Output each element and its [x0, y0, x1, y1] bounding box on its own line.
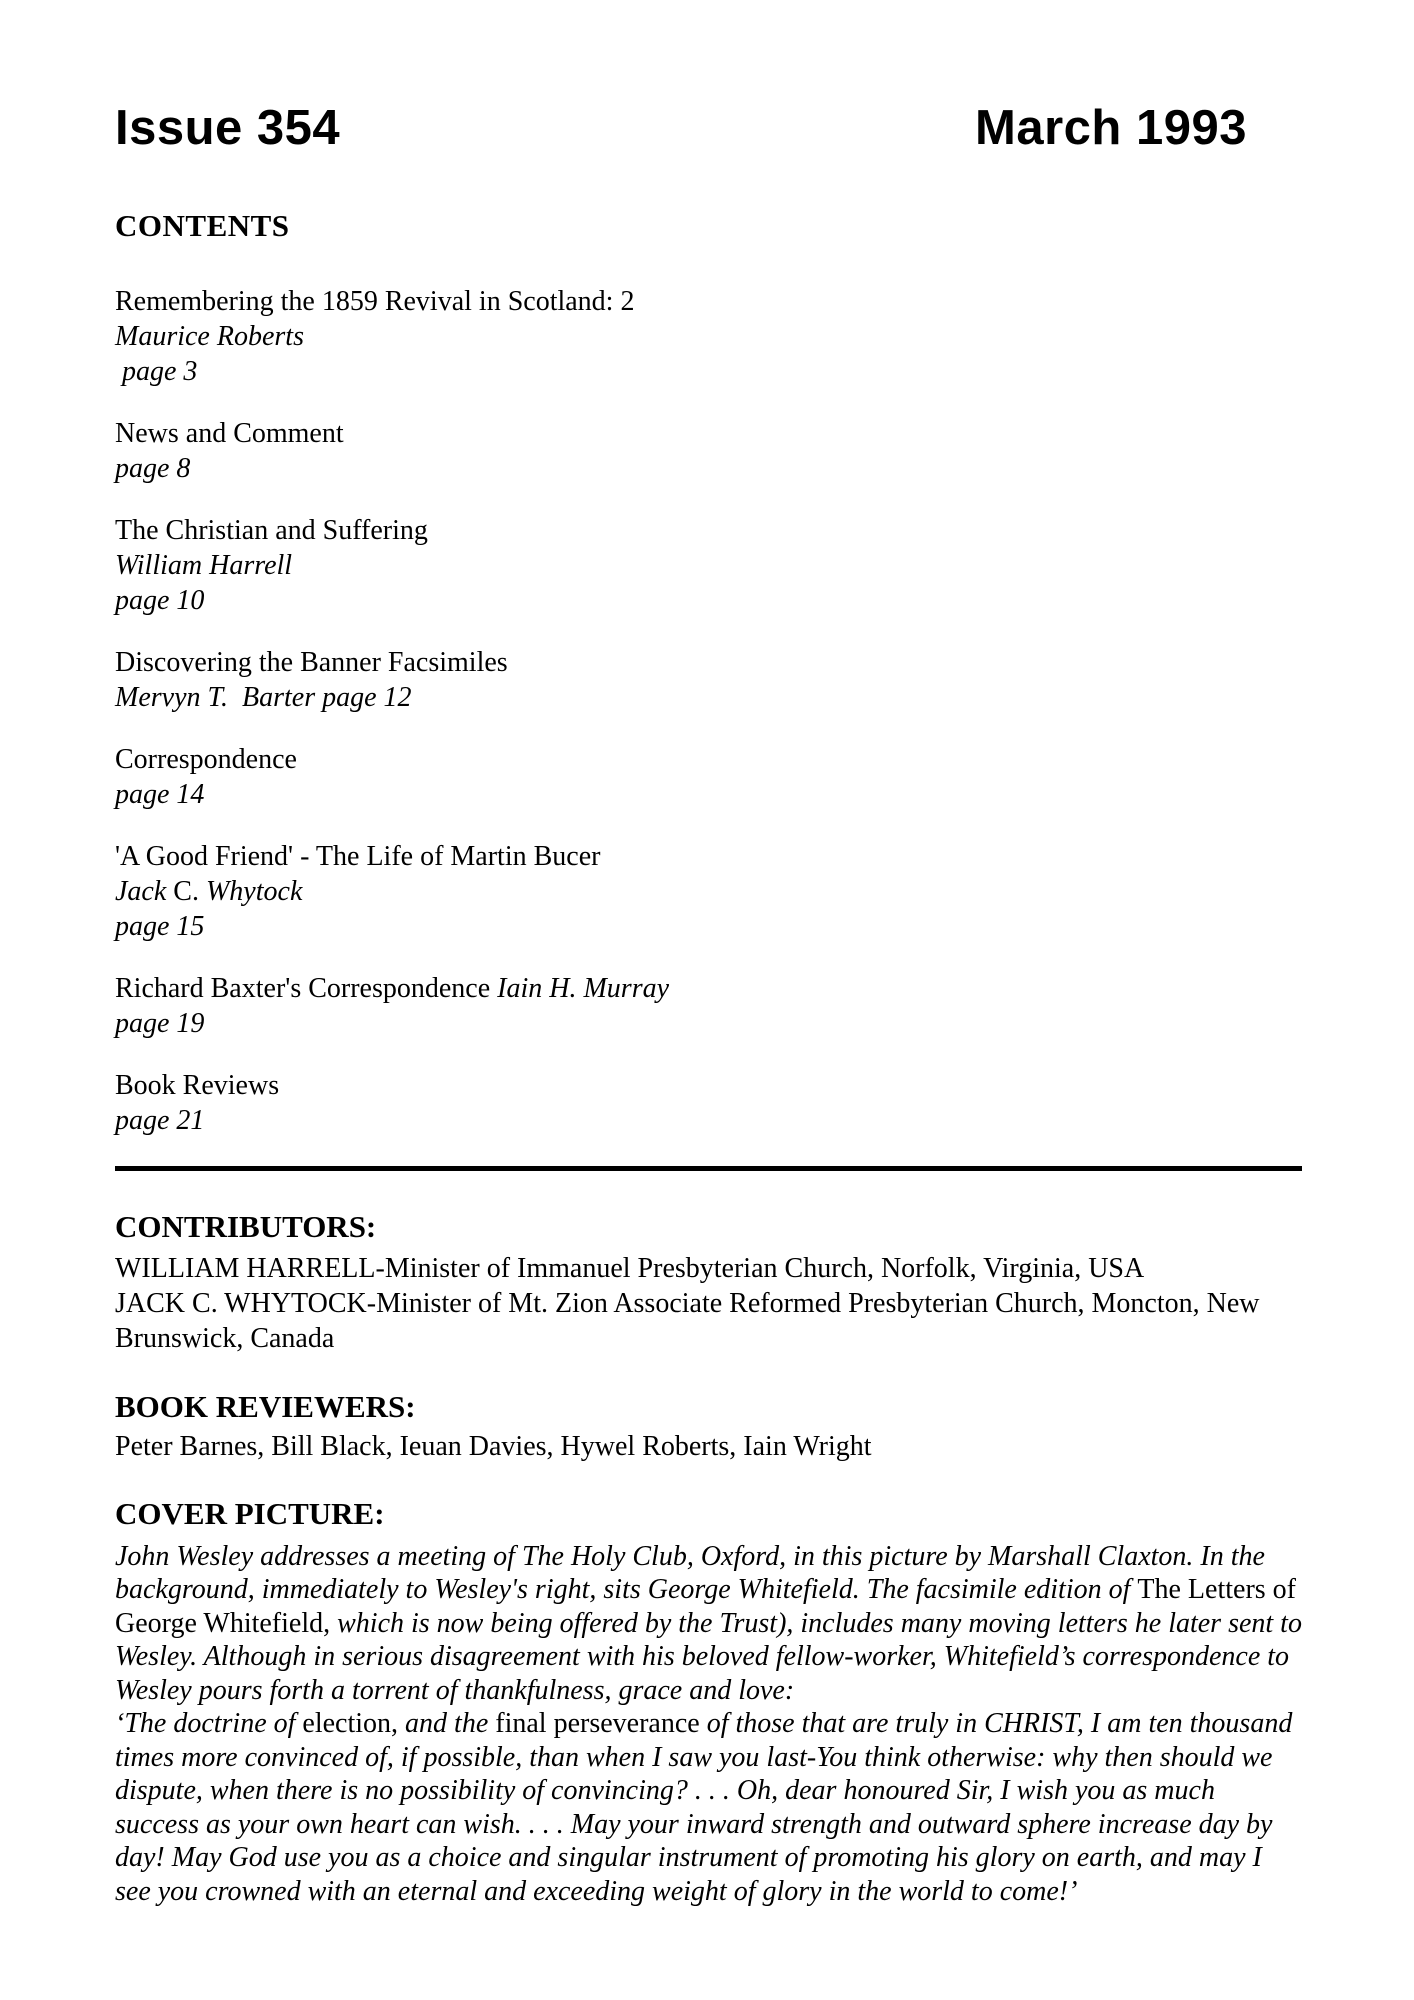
italic-text-segment: Mervyn T. Barter page 12	[115, 681, 412, 713]
contents-entry	[115, 742, 1302, 812]
contents-entry	[115, 1068, 1302, 1138]
italic-text-segment: William Harrell	[115, 549, 293, 581]
roman-text-segment: The Letters of George Whitefield,	[115, 1574, 1296, 1639]
roman-text-segment: Remembering the 1859 Revival in Scotland: 2	[115, 285, 635, 317]
italic-text-segment: and the	[405, 1708, 496, 1740]
book-reviewers-names: Peter Barnes, Bill Black, Ieuan Davies, Hywel Roberts, Iain Wright	[115, 1431, 872, 1463]
italic-text-segment: page 14	[115, 778, 205, 810]
italic-text-segment: Jack	[115, 875, 174, 907]
contents-entry-line	[115, 416, 1302, 451]
roman-text-segment: C.	[173, 875, 206, 907]
italic-text-segment: ‘The doctrine of	[115, 1708, 303, 1740]
roman-text-segment: Correspondence	[115, 743, 297, 775]
contents-entry-line	[115, 909, 1302, 944]
cover-picture-text	[115, 1540, 1302, 1909]
contents-entry	[115, 513, 1302, 618]
italic-text-segment: page 3	[115, 355, 198, 387]
book-reviewers-heading: BOOK REVIEWERS:	[115, 1388, 416, 1424]
contents-entry-line	[115, 548, 1302, 583]
issue-header	[115, 100, 1302, 156]
italic-text-segment: Maurice Roberts	[115, 320, 304, 352]
contents-entry	[115, 416, 1302, 486]
contents-entry-line	[115, 839, 1302, 874]
issue-number: Issue 354	[115, 101, 341, 155]
roman-text-segment: 'A Good Friend' - The Life of Martin Bucer	[115, 840, 601, 872]
contents-entry-line	[115, 319, 1302, 354]
contents-entry-line	[115, 583, 1302, 618]
contents-entry-line	[115, 645, 1302, 680]
contents-entry	[115, 284, 1302, 389]
italic-text-segment: of those that are truly in CHRIST, I am ten thousand times more convinced of, if possible, than when I saw you last-You think otherwise: why then should we dispute, when there is no possibility of convincing? . . . Oh, dear honoured Sir, I wish you as much success as your own heart can wish. . . . May your inward strength and outward sphere increase day by day! May God use you as a choice and singular instrument of promoting his glory on earth, and may I see you crowned with an eternal and exceeding weight of glory in the world to come!’	[115, 1708, 1293, 1907]
contents-entry-line	[115, 971, 1302, 1006]
cover-picture-paragraph	[115, 1707, 1302, 1908]
roman-text-segment: Book Reviews	[115, 1069, 280, 1101]
italic-text-segment: page 15	[115, 910, 205, 942]
italic-text-segment: page 8	[115, 452, 191, 484]
contributors-heading: CONTRIBUTORS:	[115, 1208, 377, 1244]
contents-list	[115, 284, 1302, 1138]
contributor-entry: JACK C. WHYTOCK-Minister of Mt. Zion Associate Reformed Presbyterian Church, Moncton, New Brunswick, Canada	[115, 1287, 1260, 1354]
contents-entry-line	[115, 1068, 1302, 1103]
contents-entry	[115, 645, 1302, 715]
italic-text-segment: page 19	[115, 1007, 205, 1039]
contents-entry-line	[115, 513, 1302, 548]
roman-text-segment: Discovering the Banner Facsimiles	[115, 646, 508, 678]
cover-picture-heading: COVER PICTURE:	[115, 1496, 385, 1532]
contents-entry-line	[115, 1103, 1302, 1138]
section-divider	[115, 1166, 1302, 1171]
contents-entry-line	[115, 874, 1302, 909]
italic-text-segment: which is now being offered by the Trust), includes many moving letters he later sent to Wesley. Although in serious disagreement with his beloved fellow-worker, Whitefield’s correspondence to Wesley pours forth a torrent of thankfulness, grace and love:	[115, 1607, 1302, 1706]
contents-entry-line	[115, 777, 1302, 812]
italic-text-segment: page 21	[115, 1104, 205, 1136]
contents-entry-line	[115, 354, 1302, 389]
contents-entry-line	[115, 451, 1302, 486]
issue-date: March 1993	[975, 101, 1247, 155]
cover-picture-paragraph	[115, 1540, 1302, 1708]
italic-text-segment: page 10	[115, 584, 205, 616]
italic-text-segment: John Wesley addresses a meeting of The Holy Club, Oxford, in this picture by Marshall Claxton. In the background, immediately to Wesley's right, sits George Whitefield. The facsimile edition of	[115, 1540, 1265, 1606]
contents-entry-line	[115, 680, 1302, 715]
roman-text-segment: election,	[302, 1708, 406, 1740]
roman-text-segment: News and Comment	[115, 417, 344, 449]
contents-entry-line	[115, 284, 1302, 319]
roman-text-segment: Richard Baxter's Correspondence	[115, 972, 498, 1004]
contents-entry-line	[115, 742, 1302, 777]
contents-entry	[115, 971, 1302, 1041]
contributor-entry: WILLIAM HARRELL-Minister of Immanuel Presbyterian Church, Norfolk, Virginia, USA	[115, 1252, 1145, 1284]
contributors-list	[115, 1251, 1302, 1356]
roman-text-segment: final perseverance	[495, 1708, 707, 1740]
contents-entry-line	[115, 1006, 1302, 1041]
italic-text-segment: Whytock	[205, 875, 303, 907]
roman-text-segment: The Christian and Suffering	[115, 514, 428, 546]
contents-entry	[115, 839, 1302, 944]
contents-heading: CONTENTS	[115, 208, 290, 244]
italic-text-segment: Iain H. Murray	[497, 972, 670, 1004]
